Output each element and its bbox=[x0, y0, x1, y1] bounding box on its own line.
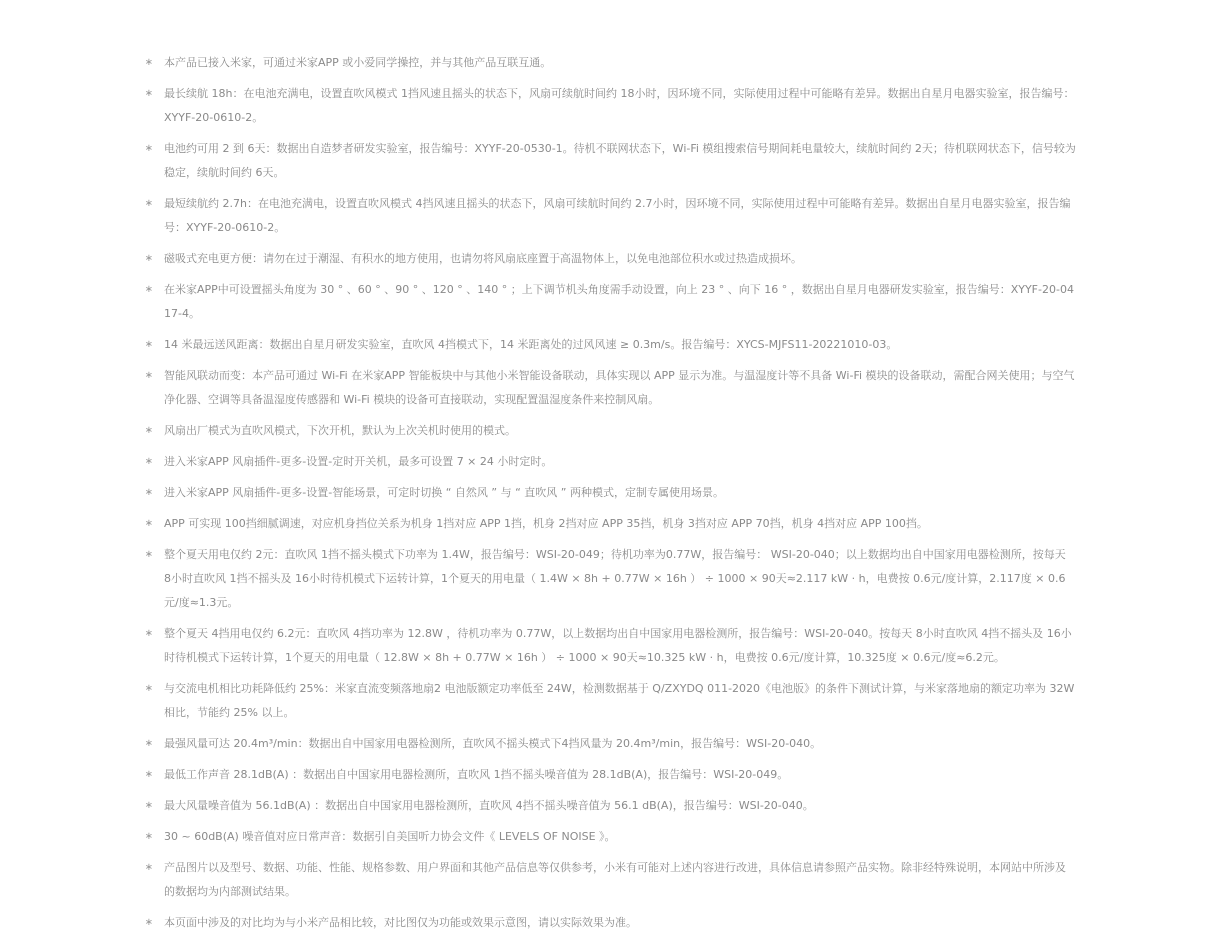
footnote-item bbox=[0, 364, 1226, 412]
footnote-item bbox=[0, 450, 1226, 474]
footnote-text: APP 可实现 100挡细腻调速，对应机身挡位关系为机身 1挡对应 APP 1挡，机身 2挡对应 APP 35挡，机身 3挡对应 APP 70挡，机身 4挡对应 APP 100挡。 bbox=[164, 517, 928, 530]
footnote-item bbox=[0, 247, 1226, 271]
bullet-asterisk-icon: ∗ bbox=[144, 628, 154, 639]
footnote-item bbox=[0, 481, 1226, 505]
footnote-item bbox=[0, 278, 1226, 326]
footnote-item bbox=[0, 419, 1226, 443]
footnote-text: 整个夏天用电仅约 2元：直吹风 1挡不摇头模式下功率为 1.4W，报告编号：WSI-20-049；待机功率为0.77W，报告编号： WSI-20-040；以上数据均出自中国家用电器检测所，按每天 8小时直吹风 1挡不摇头及 16小时待机模式下运转计算，1个夏天的用电量（ 1.4W × 8h + 0.77W × 16h ） ÷ 1000 × 90天≈2.117 kW · h，电费按 0.6元/度计算，2.117度 × 0.6元/度≈1.3元。 bbox=[164, 548, 1066, 609]
footnote-item bbox=[0, 333, 1226, 357]
footnote-item bbox=[0, 794, 1226, 818]
footnote-text: 最短续航约 2.7h：在电池充满电，设置直吹风模式 4挡风速且摇头的状态下，风扇可续航时间约 2.7小时，因环境不同，实际使用过程中可能略有差异。数据出自星月电器实验室，报告编号：XYYF-20-0610-2。 bbox=[164, 197, 1071, 234]
bullet-asterisk-icon: ∗ bbox=[144, 738, 154, 749]
footnote-item bbox=[0, 856, 1226, 904]
bullet-asterisk-icon: ∗ bbox=[144, 143, 154, 154]
footnote-text: 30 ~ 60dB(A) 噪音值对应日常声音：数据引自美国听力协会文件《 LEVELS OF NOISE 》。 bbox=[164, 830, 616, 843]
footnote-item bbox=[0, 51, 1226, 75]
footnote-item bbox=[0, 677, 1226, 725]
footnote-text: 最强风量可达 20.4m³/min：数据出自中国家用电器检测所，直吹风不摇头模式下4挡风量为 20.4m³/min，报告编号：WSI-20-040。 bbox=[164, 737, 822, 750]
footnote-text: 磁吸式充电更方便：请勿在过于潮湿、有积水的地方使用，也请勿将风扇底座置于高温物体上，以免电池部位积水或过热造成损坏。 bbox=[164, 252, 802, 265]
footnote-item bbox=[0, 543, 1226, 615]
footnote-item bbox=[0, 622, 1226, 670]
footnote-text: 最大风量噪音值为 56.1dB(A) ：数据出自中国家用电器检测所，直吹风 4挡不摇头噪音值为 56.1 dB(A)，报告编号：WSI-20-040。 bbox=[164, 799, 814, 812]
bullet-asterisk-icon: ∗ bbox=[144, 253, 154, 264]
footnote-text: 本产品已接入米家，可通过米家APP 或小爱同学操控，并与其他产品互联互通。 bbox=[164, 56, 552, 69]
bullet-asterisk-icon: ∗ bbox=[144, 518, 154, 529]
bullet-asterisk-icon: ∗ bbox=[144, 800, 154, 811]
bullet-asterisk-icon: ∗ bbox=[144, 683, 154, 694]
footnote-text: 智能风联动而变：本产品可通过 Wi-Fi 在米家APP 智能板块中与其他小米智能设备联动，具体实现以 APP 显示为准。与温湿度计等不具备 Wi-Fi 模块的设备联动，需配合网关使用；与空气净化器、空调等具备温湿度传感器和 Wi-Fi 模块的设备可直接联动，实现配置温湿度条件来控制风扇。 bbox=[164, 369, 1075, 406]
footnote-item bbox=[0, 732, 1226, 756]
bullet-asterisk-icon: ∗ bbox=[144, 487, 154, 498]
bullet-asterisk-icon: ∗ bbox=[144, 339, 154, 350]
bullet-asterisk-icon: ∗ bbox=[144, 370, 154, 381]
footnote-item bbox=[0, 137, 1226, 185]
bullet-asterisk-icon: ∗ bbox=[144, 88, 154, 99]
footnote-text: 电池约可用 2 到 6天：数据出自造梦者研发实验室，报告编号：XYYF-20-0530-1。待机不联网状态下，Wi-Fi 模组搜索信号期间耗电量较大，续航时间约 2天；待机联网状态下，信号较为稳定，续航时间约 6天。 bbox=[164, 142, 1076, 179]
bullet-asterisk-icon: ∗ bbox=[144, 549, 154, 560]
footnote-item bbox=[0, 512, 1226, 536]
bullet-asterisk-icon: ∗ bbox=[144, 456, 154, 467]
bullet-asterisk-icon: ∗ bbox=[144, 831, 154, 842]
footnote-text: 最低工作声音 28.1dB(A) ：数据出自中国家用电器检测所，直吹风 1挡不摇头噪音值为 28.1dB(A)，报告编号：WSI-20-049。 bbox=[164, 768, 789, 781]
footnote-text: 本页面中涉及的对比均为与小米产品相比较，对比图仅为功能或效果示意图，请以实际效果为准。 bbox=[164, 916, 637, 929]
footnote-text: 进入米家APP 风扇插件-更多-设置-定时开关机，最多可设置 7 × 24 小时定时。 bbox=[164, 455, 553, 468]
bullet-asterisk-icon: ∗ bbox=[144, 917, 154, 928]
footnote-item bbox=[0, 82, 1226, 130]
footnote-text: 在米家APP中可设置摇头角度为 30 ° 、60 ° 、90 ° 、120 ° 、140 ° ；上下调节机头角度需手动设置，向上 23 ° 、向下 16 ° ，数据出自星月电器研发实验室，报告编号：XYYF-20-0417-4。 bbox=[164, 283, 1074, 320]
footnotes-list bbox=[0, 51, 1226, 942]
footnote-text: 产品图片以及型号、数据、功能、性能、规格参数、用户界面和其他产品信息等仅供参考，小米有可能对上述内容进行改进，具体信息请参照产品实物。除非经特殊说明，本网站中所涉及的数据均为内部测试结果。 bbox=[164, 861, 1066, 898]
bullet-asterisk-icon: ∗ bbox=[144, 284, 154, 295]
bullet-asterisk-icon: ∗ bbox=[144, 769, 154, 780]
bullet-asterisk-icon: ∗ bbox=[144, 57, 154, 68]
footnote-item bbox=[0, 825, 1226, 849]
footnote-text: 风扇出厂模式为直吹风模式，下次开机，默认为上次关机时使用的模式。 bbox=[164, 424, 516, 437]
bullet-asterisk-icon: ∗ bbox=[144, 862, 154, 873]
footnote-item bbox=[0, 911, 1226, 935]
footnote-text: 进入米家APP 风扇插件-更多-设置-智能场景，可定时切换 “ 自然风 ” 与 “ 直吹风 ” 两种模式，定制专属使用场景。 bbox=[164, 486, 724, 499]
bullet-asterisk-icon: ∗ bbox=[144, 425, 154, 436]
footnote-item bbox=[0, 192, 1226, 240]
footnote-text: 整个夏天 4挡用电仅约 6.2元：直吹风 4挡功率为 12.8W ，待机功率为 0.77W，以上数据均出自中国家用电器检测所，报告编号：WSI-20-040。按每天 8小时直吹风 4挡不摇头及 16小时待机模式下运转计算，1个夏天的用电量（ 12.8W × 8h + 0.77W × 16h ） ÷ 1000 × 90天≈10.325 kW · h，电费按 0.6元/度计算，10.325度 × 0.6元/度≈6.2元。 bbox=[164, 627, 1072, 664]
footnote-text: 最长续航 18h：在电池充满电，设置直吹风模式 1挡风速且摇头的状态下，风扇可续航时间约 18小时，因环境不同，实际使用过程中可能略有差异。数据出自星月电器实验室，报告编号：XYYF-20-0610-2。 bbox=[164, 87, 1075, 124]
footnote-text: 14 米最远送风距离：数据出自星月研发实验室，直吹风 4挡模式下，14 米距离处的过风风速 ≥ 0.3m/s。报告编号：XYCS-MJFS11-20221010-03。 bbox=[164, 338, 898, 351]
footnote-text: 与交流电机相比功耗降低约 25%：米家直流变频落地扇2 电池版额定功率低至 24W，检测数据基于 Q/ZXYDQ 011-2020《电池版》的条件下测试计算，与米家落地扇的额定功率为 32W 相比，节能约 25% 以上。 bbox=[164, 682, 1075, 719]
bullet-asterisk-icon: ∗ bbox=[144, 198, 154, 209]
footnote-item bbox=[0, 763, 1226, 787]
